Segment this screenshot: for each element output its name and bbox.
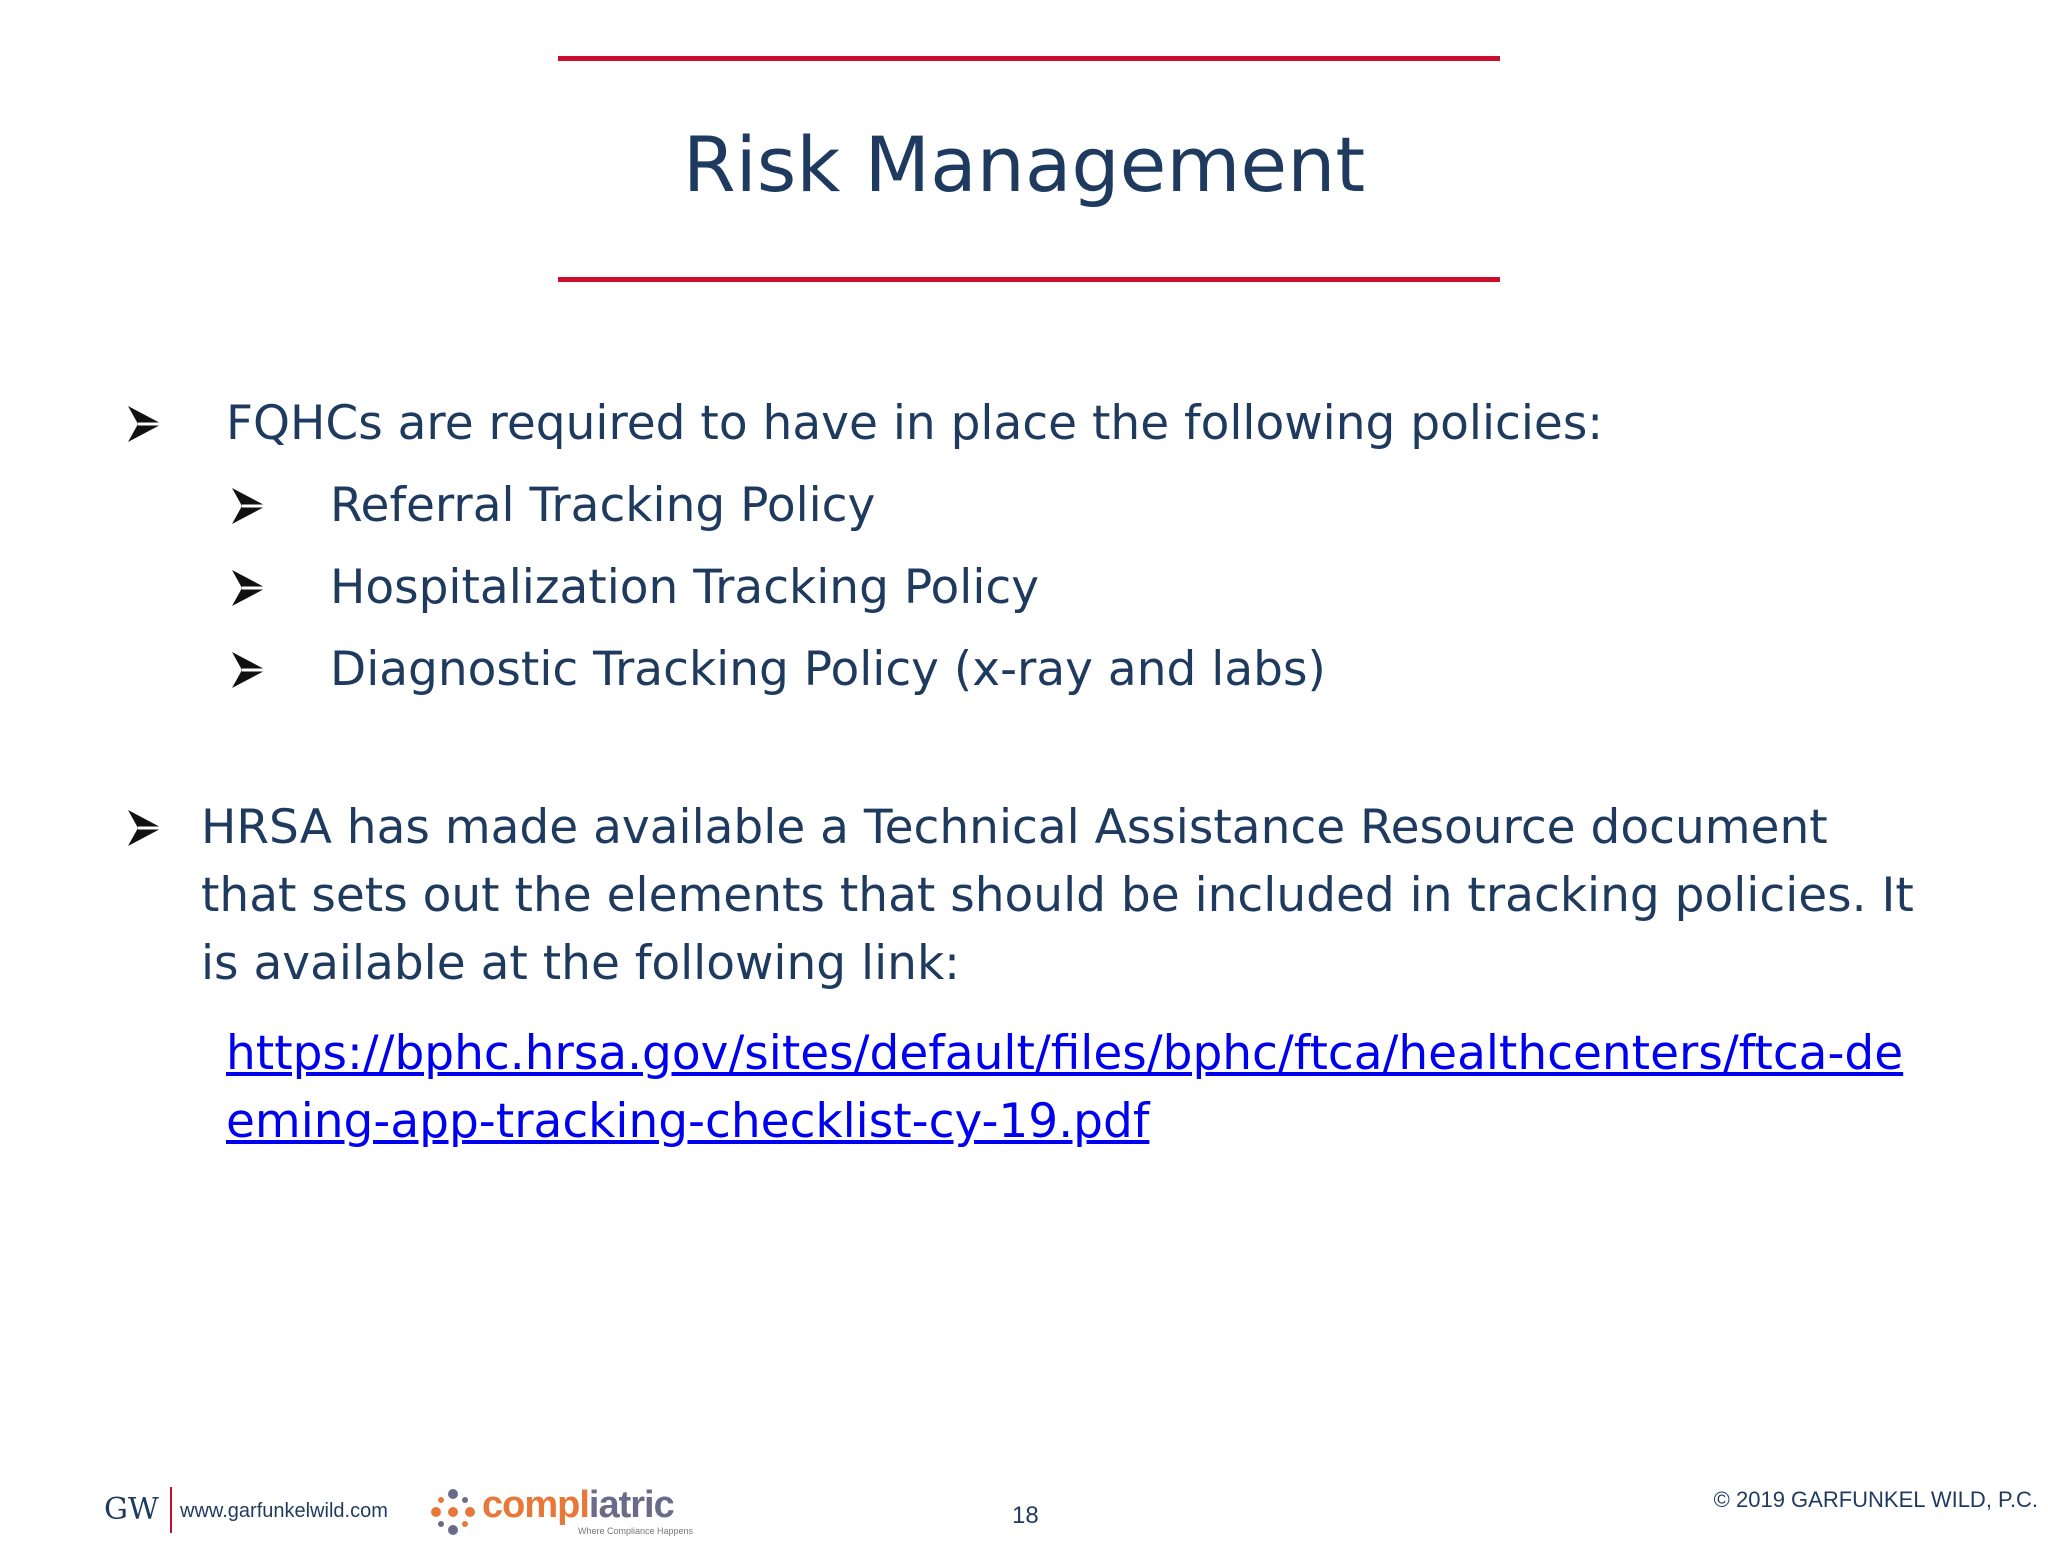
bullet-text: Diagnostic Tracking Policy (x-ray and labs) bbox=[330, 642, 1326, 697]
slide-title: Risk Management bbox=[682, 120, 1366, 209]
arrowhead-bullet-icon bbox=[230, 486, 268, 526]
compliatric-wordmark: compliatric bbox=[482, 1484, 674, 1526]
arrowhead-bullet-icon bbox=[230, 650, 268, 690]
footer-divider bbox=[170, 1487, 172, 1533]
compliatric-tagline: Where Compliance Happens bbox=[578, 1526, 694, 1536]
bullet-text: HRSA has made available a Technical Assistance Resource document that sets out the elements that should be included in tracking policies. It is available at the following link: bbox=[201, 800, 1914, 991]
resource-link[interactable]: https://bphc.hrsa.gov/sites/default/files/bphc/ftca/healthcenters/ftca-deeming-app-tracking-checklist-cy-19.pdf bbox=[226, 1026, 1904, 1149]
bullet-text: FQHCs are required to have in place the following policies: bbox=[226, 396, 1604, 451]
bullet-text: Referral Tracking Policy bbox=[330, 478, 876, 533]
arrowhead-bullet-icon bbox=[126, 808, 164, 848]
arrowhead-bullet-icon bbox=[126, 404, 164, 444]
bullet-text: Hospitalization Tracking Policy bbox=[330, 560, 1040, 615]
page-number: 18 bbox=[1012, 1502, 1039, 1529]
footer-website: www.garfunkelwild.com bbox=[180, 1500, 388, 1522]
title-rule-bottom bbox=[558, 277, 1500, 282]
gw-logo: GW bbox=[104, 1492, 159, 1527]
copyright-notice: © 2019 GARFUNKEL WILD, P.C. bbox=[1713, 1487, 2038, 1512]
compliatric-mark-icon bbox=[428, 1488, 478, 1536]
compliatric-logo bbox=[428, 1484, 694, 1536]
arrowhead-bullet-icon bbox=[230, 568, 268, 608]
title-rule-top bbox=[558, 56, 1500, 61]
